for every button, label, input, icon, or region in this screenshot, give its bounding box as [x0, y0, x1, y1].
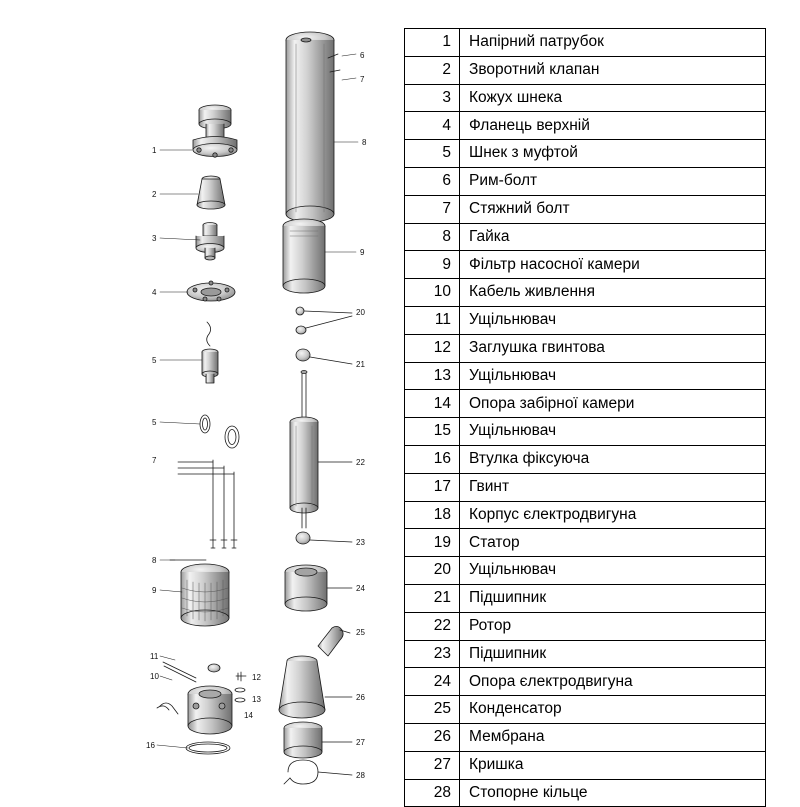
parts-legend-table — [404, 28, 766, 807]
part-discharge-fitting — [193, 105, 237, 157]
part-membrane — [279, 656, 352, 718]
part-retaining-ring — [284, 760, 352, 784]
table-row — [405, 84, 766, 112]
part-number: 16 — [405, 445, 460, 473]
part-label: Ущільнювач — [460, 418, 766, 446]
callout-1: 1 — [152, 146, 157, 155]
part-label: Заглушка гвинтова — [460, 334, 766, 362]
callout-11: 11 — [150, 652, 159, 661]
callout-28: 28 — [356, 771, 365, 780]
callout-20: 20 — [356, 308, 365, 317]
part-seal-ring — [186, 742, 230, 754]
part-number: 18 — [405, 501, 460, 529]
table-row — [405, 112, 766, 140]
callout-9b: 9 — [360, 248, 365, 257]
table-row — [405, 529, 766, 557]
part-number: 2 — [405, 56, 460, 84]
part-label: Мембрана — [460, 723, 766, 751]
callout-21: 21 — [356, 360, 365, 369]
table-row — [405, 473, 766, 501]
part-label: Втулка фіксуюча — [460, 445, 766, 473]
part-motor-support — [285, 565, 352, 611]
table-row — [405, 584, 766, 612]
part-number: 6 — [405, 167, 460, 195]
part-label: Рим-болт — [460, 167, 766, 195]
part-number: 4 — [405, 112, 460, 140]
callout-9: 9 — [152, 586, 157, 595]
part-label: Кришка — [460, 751, 766, 779]
part-number: 1 — [405, 29, 460, 57]
part-rings — [200, 415, 239, 448]
callout-16: 16 — [146, 741, 155, 750]
part-label: Стопорне кільце — [460, 779, 766, 807]
callout-14: 14 — [244, 711, 253, 720]
part-label: Конденсатор — [460, 696, 766, 724]
part-label: Гвинт — [460, 473, 766, 501]
callout-5a: 5 — [152, 356, 157, 365]
callout-7: 7 — [152, 456, 157, 465]
part-number: 23 — [405, 640, 460, 668]
part-number: 24 — [405, 668, 460, 696]
part-pump-filter — [181, 564, 229, 626]
callout-24: 24 — [356, 584, 365, 593]
part-number: 19 — [405, 529, 460, 557]
part-label: Кабель живлення — [460, 279, 766, 307]
part-number: 25 — [405, 696, 460, 724]
table-row — [405, 279, 766, 307]
table-row — [405, 195, 766, 223]
part-screw-with-coupling — [202, 322, 218, 383]
part-seals-small — [296, 307, 352, 334]
callout-8: 8 — [152, 556, 157, 565]
part-label: Ущільнювач — [460, 362, 766, 390]
part-label: Підшипник — [460, 584, 766, 612]
part-number: 28 — [405, 779, 460, 807]
part-label: Ущільнювач — [460, 306, 766, 334]
part-number: 8 — [405, 223, 460, 251]
callout-13: 13 — [252, 695, 261, 704]
table-row — [405, 167, 766, 195]
table-row — [405, 418, 766, 446]
callout-22: 22 — [356, 458, 365, 467]
parts-legend-body — [405, 29, 766, 807]
part-number: 17 — [405, 473, 460, 501]
part-label: Шнек з муфтой — [460, 140, 766, 168]
table-row — [405, 29, 766, 57]
table-row — [405, 779, 766, 807]
callout-6: 6 — [360, 51, 365, 60]
part-bearing-upper — [296, 349, 352, 364]
part-rotor — [290, 371, 352, 529]
part-number: 10 — [405, 279, 460, 307]
table-row — [405, 557, 766, 585]
callout-2: 2 — [152, 190, 157, 199]
callout-12: 12 — [252, 673, 261, 682]
table-row — [405, 251, 766, 279]
part-number: 20 — [405, 557, 460, 585]
part-number: 27 — [405, 751, 460, 779]
callout-26: 26 — [356, 693, 365, 702]
part-cap — [284, 722, 352, 758]
callout-23: 23 — [356, 538, 365, 547]
part-label: Фланець верхній — [460, 112, 766, 140]
part-number: 13 — [405, 362, 460, 390]
part-number: 22 — [405, 612, 460, 640]
part-capacitor — [318, 626, 350, 656]
table-row — [405, 390, 766, 418]
part-label: Зворотний клапан — [460, 56, 766, 84]
table-row — [405, 501, 766, 529]
callout-3: 3 — [152, 234, 157, 243]
part-label: Ротор — [460, 612, 766, 640]
table-row — [405, 723, 766, 751]
callout-10: 10 — [150, 672, 159, 681]
part-screw-housing — [196, 223, 224, 261]
callout-8b: 8 — [362, 138, 367, 147]
table-row — [405, 306, 766, 334]
callout-5b: 5 — [152, 418, 157, 427]
part-label: Напірний патрубок — [460, 29, 766, 57]
part-label: Стяжний болт — [460, 195, 766, 223]
table-row — [405, 223, 766, 251]
part-motor-housing — [286, 32, 340, 222]
callout-27: 27 — [356, 738, 365, 747]
table-row — [405, 751, 766, 779]
callout-7b: 7 — [360, 75, 365, 84]
table-row — [405, 612, 766, 640]
part-label: Опора забірної камери — [460, 390, 766, 418]
table-row — [405, 140, 766, 168]
table-row — [405, 362, 766, 390]
part-label: Опора єлектродвигуна — [460, 668, 766, 696]
part-number: 21 — [405, 584, 460, 612]
part-bearing-lower — [296, 532, 352, 544]
table-row — [405, 668, 766, 696]
part-stator — [283, 219, 325, 293]
part-label: Фільтр насосної камери — [460, 251, 766, 279]
table-row — [405, 640, 766, 668]
part-check-valve — [197, 176, 225, 209]
table-row — [405, 445, 766, 473]
part-number: 7 — [405, 195, 460, 223]
part-label: Гайка — [460, 223, 766, 251]
part-number: 12 — [405, 334, 460, 362]
part-upper-flange — [187, 281, 235, 301]
part-tie-bolts — [178, 460, 237, 548]
part-label: Корпус єлектродвигуна — [460, 501, 766, 529]
part-number: 11 — [405, 306, 460, 334]
part-number: 9 — [405, 251, 460, 279]
part-number: 15 — [405, 418, 460, 446]
callout-25: 25 — [356, 628, 365, 637]
part-label: Підшипник — [460, 640, 766, 668]
exploded-diagram — [0, 0, 400, 800]
part-intake-support — [188, 686, 232, 734]
part-label: Статор — [460, 529, 766, 557]
part-number: 14 — [405, 390, 460, 418]
part-label: Ущільнювач — [460, 557, 766, 585]
part-number: 5 — [405, 140, 460, 168]
part-number: 3 — [405, 84, 460, 112]
part-number: 26 — [405, 723, 460, 751]
table-row — [405, 56, 766, 84]
table-row — [405, 334, 766, 362]
part-screw-plug — [235, 672, 246, 702]
part-label: Кожух шнека — [460, 84, 766, 112]
callout-4: 4 — [152, 288, 157, 297]
table-row — [405, 696, 766, 724]
